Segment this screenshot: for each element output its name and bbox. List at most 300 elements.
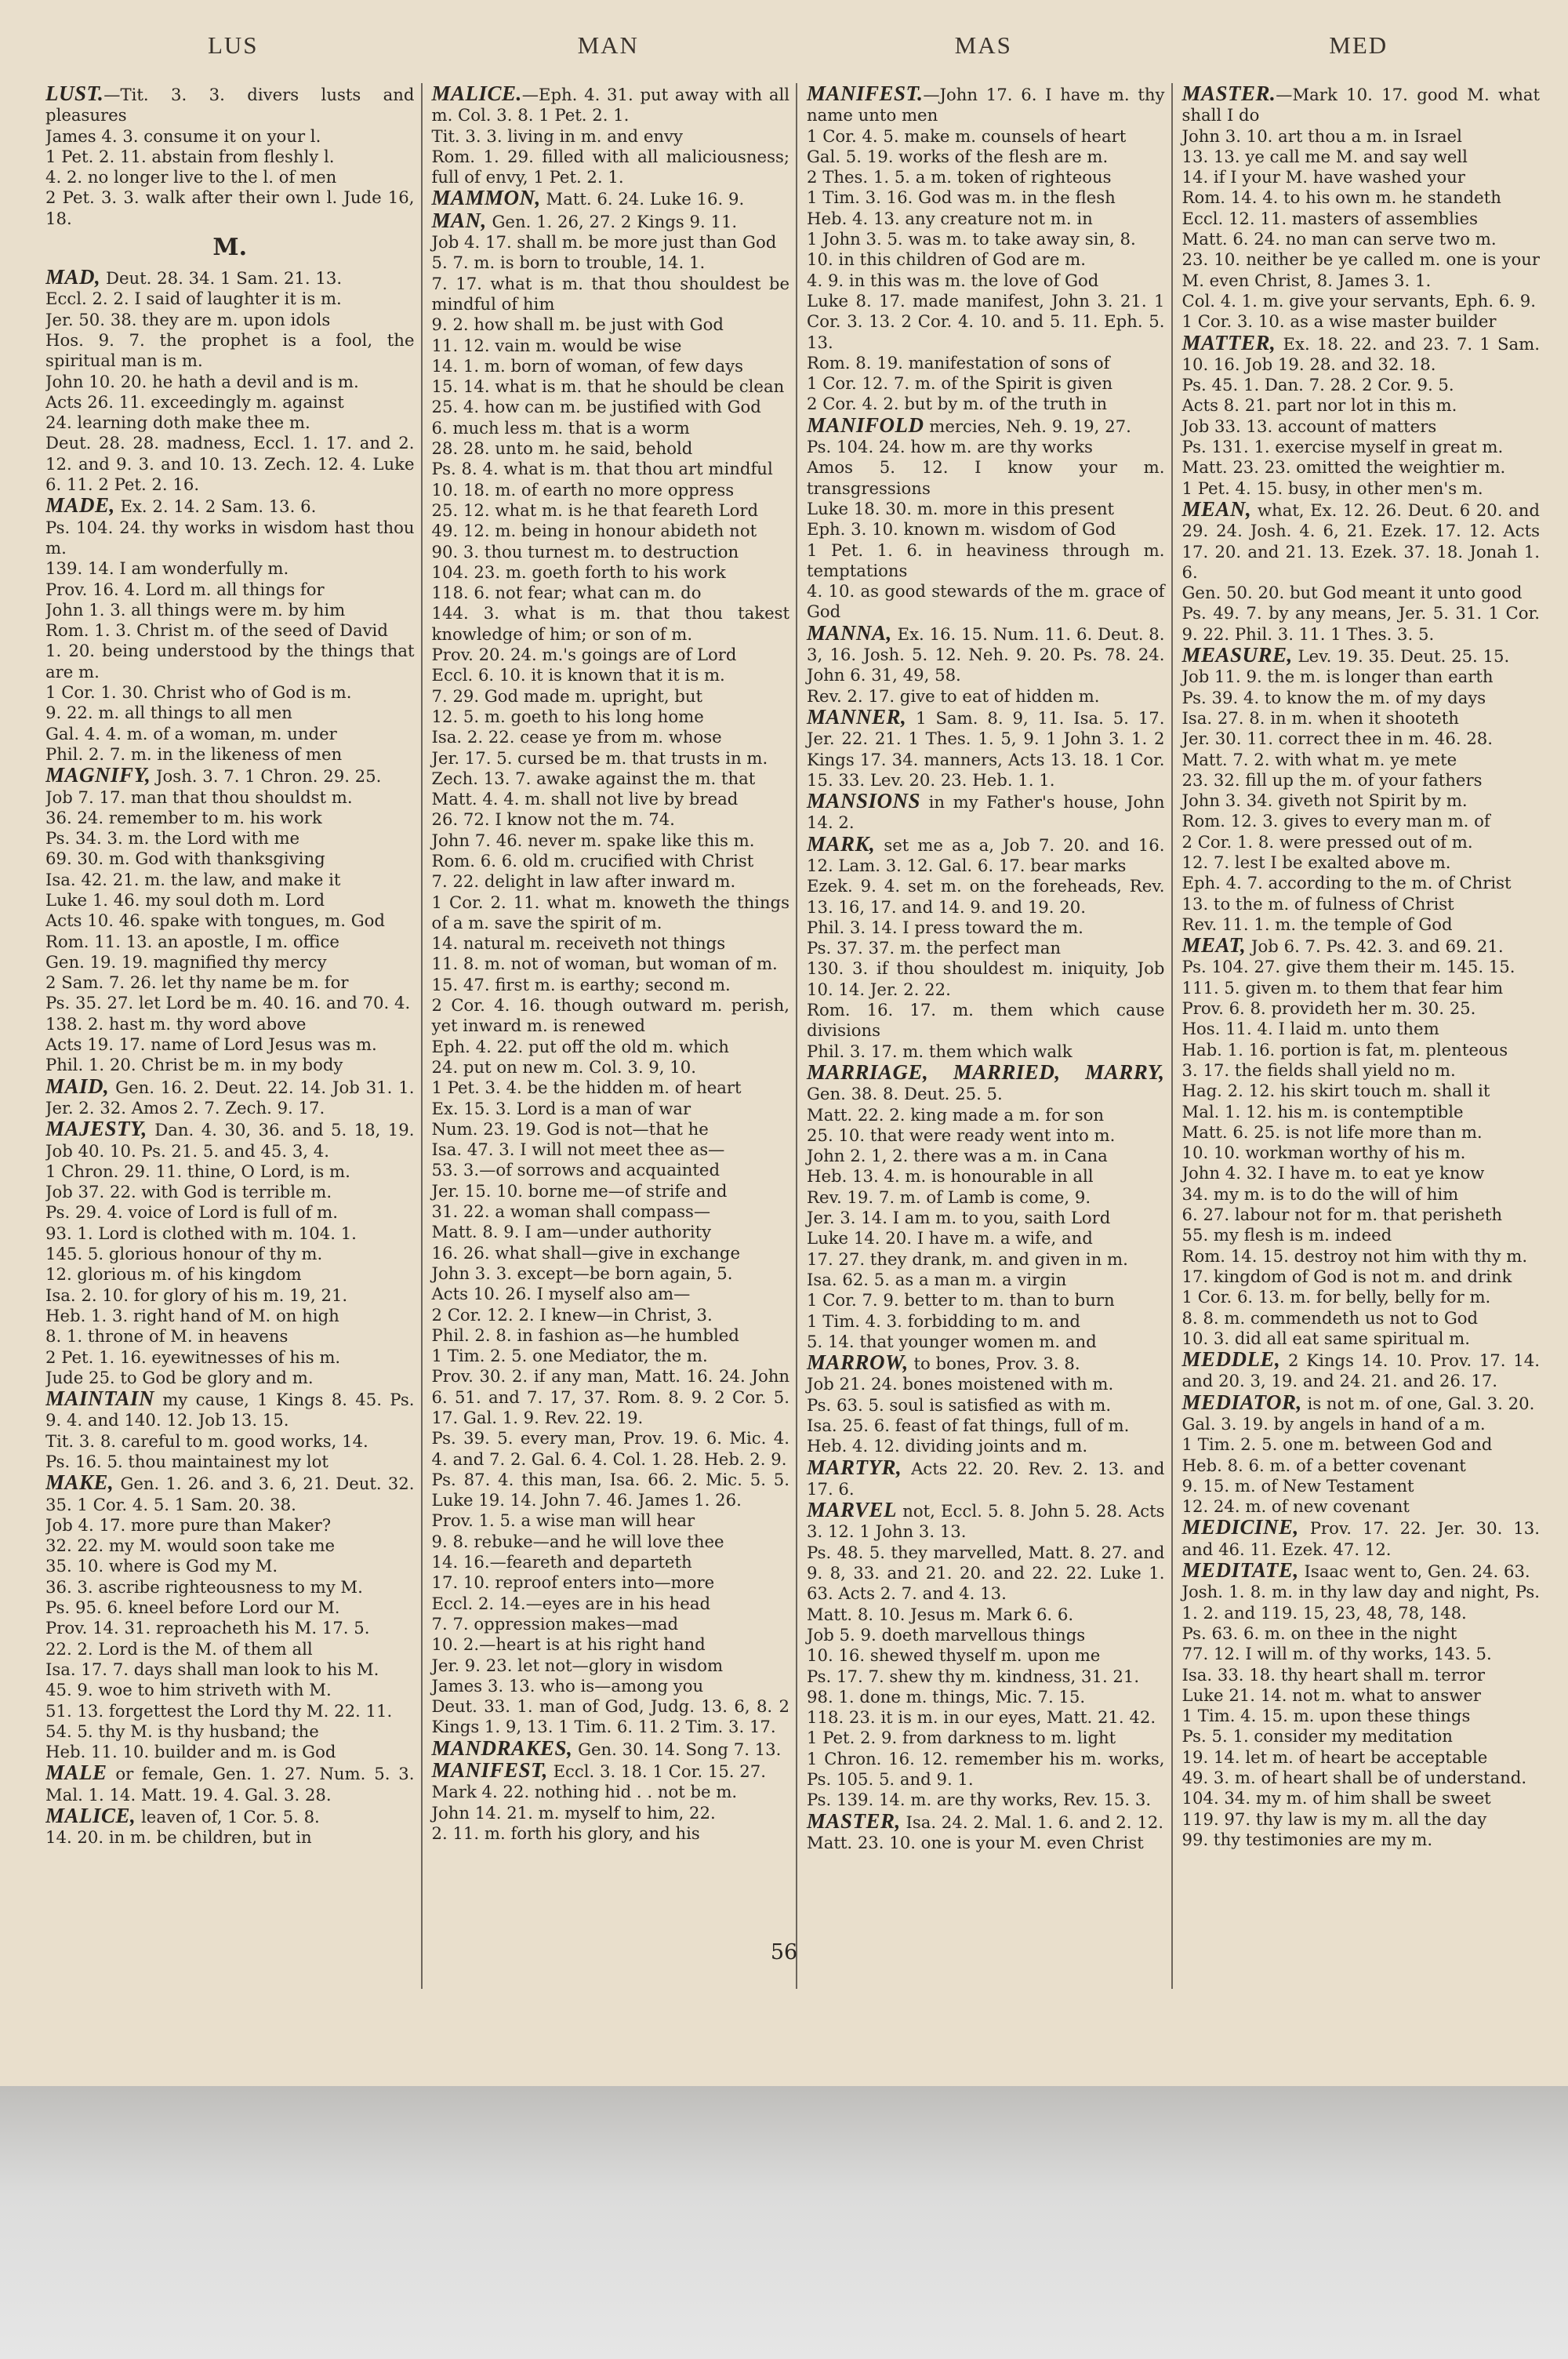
concordance-entry [1182, 1329, 1541, 1349]
entry-references: John 3. 10. art thou a m. in Israel [1181, 125, 1462, 146]
concordance-entry [45, 83, 415, 126]
entry-references: Ps. 104. 24. how m. are thy works [807, 437, 1093, 457]
concordance-entry [1182, 478, 1541, 499]
concordance-entry [432, 480, 790, 500]
entry-references: Rom. 16. 17. m. them which cause divisions [807, 1000, 1165, 1041]
entry-references: Job 33. 13. account of matters [1181, 416, 1437, 436]
entry-references: not, Eccl. 5. 8. John 5. 28. Acts 3. 12. 1 John 3. 13. [807, 1501, 1165, 1542]
concordance-entry [807, 1249, 1165, 1270]
entry-references: 145. 5. glorious honour of thy m. [45, 1244, 323, 1264]
entry-references: 15. 14. what is m. that he should be clean [431, 376, 785, 397]
entry-references: 9. 8. rebuke—and he will love thee [431, 1531, 724, 1551]
entry-references: 32. 22. my M. would soon take me [45, 1536, 336, 1556]
concordance-entry [432, 1078, 790, 1098]
entry-references: Isa. 25. 6. feast of fat things, full of m. [807, 1416, 1130, 1435]
concordance-entry [432, 1572, 790, 1593]
entry-references: Prov. 17. 22. Jer. 30. 13. and 46. 11. Ezek. 47. 12. [1181, 1518, 1540, 1559]
concordance-entry [1182, 1205, 1541, 1225]
concordance-entry [45, 372, 415, 392]
entry-references: 3. 17. the fields shall yield no m. [1181, 1060, 1456, 1080]
entry-keyword: MAINTAIN [45, 1387, 155, 1411]
entry-references: Matt. 23. 23. omitted the weightier m. [1181, 457, 1506, 478]
entry-references: Ex. 18. 22. and 23. 7. 1 Sam. 10. 16. Job 19. 28. and 32. 18. [1181, 333, 1540, 374]
entry-references: mercies, Neh. 9. 19, 27. [924, 416, 1131, 436]
concordance-entry [807, 1833, 1165, 1853]
concordance-entry [432, 1119, 790, 1140]
concordance-entry [1182, 375, 1541, 395]
entry-references: Job 4. 17. more pure than Maker? [45, 1514, 332, 1535]
concordance-entry [432, 1760, 790, 1782]
entry-references: Ps. 35. 27. let Lord be m. 40. 16. and 70. 4. [45, 993, 411, 1013]
concordance-entry [45, 890, 415, 911]
concordance-entry [45, 1742, 415, 1762]
entry-references: Phil. 1. 20. Christ be m. in my body [45, 1055, 343, 1075]
concordance-entry [432, 1140, 790, 1160]
concordance-entry [432, 500, 790, 521]
entry-references: 2 Sam. 7. 26. let thy name be m. for [45, 972, 349, 993]
running-headers [45, 31, 1546, 83]
entry-references: Rom. 14. 4. to his own m. he standeth [1181, 187, 1501, 208]
entry-references: 53. 3.—of sorrows and acquainted [431, 1160, 720, 1180]
concordance-entry [432, 727, 790, 747]
concordance-entry [807, 1125, 1165, 1146]
concordance-entry [432, 1160, 790, 1180]
entry-keyword: MANDRAKES, [431, 1736, 573, 1760]
concordance-entry [1182, 1019, 1541, 1039]
entry-references: 49. 12. m. being in honour abideth not [431, 521, 757, 541]
entry-references: Phil. 2. 8. in fashion as—he humbled [431, 1325, 739, 1345]
concordance-entry [45, 993, 415, 1013]
entry-references: Deut. 28. 34. 1 Sam. 21. 13. [100, 268, 343, 289]
entry-references: Matt. 6. 25. is not life more than m. [1181, 1121, 1483, 1142]
concordance-entry [1182, 1747, 1541, 1768]
concordance-entry [1182, 1040, 1541, 1060]
concordance-entry [45, 1577, 415, 1598]
concordance-entry [807, 394, 1165, 414]
entry-references: 4. 9. in this was m. the love of God [807, 270, 1099, 290]
entry-references: Eccl. 2. 14.—eyes are in his head [431, 1593, 711, 1613]
entry-references: Ps. 104. 27. give them their m. 145. 15. [1181, 957, 1515, 977]
concordance-entry [45, 289, 415, 309]
concordance-entry [1182, 249, 1541, 291]
entry-references: 1 Pet. 2. 9. from darkness to m. light [807, 1728, 1116, 1748]
entry-references: Ps. 37. 37. m. the perfect man [807, 938, 1061, 958]
entry-references: 36. 24. remember to m. his work [45, 807, 322, 827]
concordance-entry [432, 1263, 790, 1284]
concordance-entry [1182, 1706, 1541, 1726]
entry-references: 16. 26. what shall—give in exchange [431, 1242, 741, 1263]
entry-references: 1 Cor. 4. 5. make m. counsels of heart [807, 125, 1127, 146]
concordance-entry [807, 519, 1165, 540]
entry-references: Gal. 4. 4. m. of a woman, m. under [45, 723, 337, 743]
concordance-entry [1182, 416, 1541, 437]
concordance-entry [432, 1057, 790, 1078]
concordance-entry [1182, 811, 1541, 831]
entry-references: Phil. 2. 7. m. in the likeness of men [45, 743, 343, 764]
entry-references: Prov. 6. 8. provideth her m. 30. 25. [1181, 998, 1476, 1019]
entry-keyword: MAN, [431, 208, 487, 232]
entry-references: Gen. 30. 14. Song 7. 13. [572, 1739, 782, 1759]
concordance-entry [45, 744, 415, 765]
concordance-entry [1182, 1122, 1541, 1143]
entry-references: John 7. 46. never m. spake like this m. [431, 830, 755, 850]
entry-references: 11. 12. vain m. would be wise [431, 335, 682, 355]
entry-references: 28. 28. unto m. he said, behold [431, 438, 693, 459]
entry-references: Deut. 33. 1. man of God, Judg. 13. 6, 8. 2 Kings 1. 9, 13. 1 Tim. 6. 11. 2 Tim. 3. 17. [431, 1696, 789, 1737]
entry-references: Heb. 8. 6. m. of a better covenant [1181, 1455, 1466, 1475]
concordance-entry [432, 1201, 790, 1222]
concordance-entry [1182, 1287, 1541, 1307]
entry-keyword: MARTYR, [807, 1455, 902, 1479]
entry-references: 10. 16. shewed thyself m. upon me [807, 1645, 1101, 1666]
concordance-entry [432, 809, 790, 830]
entry-references: —Tit. 3. 3. divers lusts and pleasures [45, 85, 415, 125]
concordance-entry [1182, 729, 1541, 749]
entry-references: Acts 10. 26. I myself also am— [431, 1284, 691, 1304]
entry-references: 23. 32. fill up the m. of your fathers [1181, 769, 1483, 790]
entry-references: 1 Pet. 4. 15. busy, in other men's m. [1181, 478, 1483, 498]
concordance-entry [807, 1146, 1165, 1166]
entry-references: 25. 4. how can m. be justified with God [431, 397, 761, 417]
entry-references: Job 4. 17. shall m. be more just than God [431, 232, 777, 253]
concordance-entry [45, 703, 415, 723]
concordance-entry [1182, 1665, 1541, 1685]
concordance-entry [45, 870, 415, 890]
entry-references: Ps. 63. 5. soul is satisfied as with m. [807, 1394, 1112, 1415]
concordance-entry [432, 438, 790, 459]
entry-keyword: MANNER, [807, 704, 907, 729]
entry-references: Heb. 1. 3. right hand of M. on high [45, 1305, 339, 1325]
entry-keyword: MARROW, [807, 1350, 909, 1375]
entry-keyword: MAMMON, [431, 186, 541, 210]
entry-references: 5. 7. m. is born to trouble, 14. 1. [431, 253, 706, 273]
entry-references: Tit. 3. 3. living in m. and envy [431, 125, 683, 146]
entry-references: Heb. 4. 12. dividing joints and m. [807, 1436, 1088, 1456]
concordance-entry [1182, 229, 1541, 249]
entry-references: Ps. 49. 7. by any means, Jer. 5. 31. 1 Cor. 9. 22. Phil. 3. 11. 1 Thes. 3. 5. [1181, 603, 1540, 644]
entry-references: Ex. 15. 3. Lord is a man of war [431, 1098, 691, 1118]
entry-references: Isaac went to, Gen. 24. 63. [1298, 1561, 1530, 1582]
entry-references: Matt. 22. 2. king made a m. for son [807, 1104, 1104, 1125]
entry-references: 7. 17. what is m. that thou shouldest be mindful of him [431, 273, 789, 314]
concordance-entry [432, 1037, 790, 1057]
entry-references: 2. 11. m. forth his glory, and his [431, 1823, 700, 1843]
entry-references: Ps. 5. 1. consider my meditation [1181, 1726, 1453, 1747]
entry-references: Deut. 28. 28. madness, Eccl. 1. 17. and 2. 12. and 9. 3. and 10. 13. Zech. 12. 4. Luke 6. 11. 2 Pet. 2. 16. [45, 433, 415, 495]
entry-references: Ex. 2. 14. 2 Sam. 13. 6. [114, 496, 317, 517]
entry-references: 14. 16.—feareth and departeth [431, 1552, 692, 1572]
concordance-entry [45, 1536, 415, 1556]
concordance-entry [807, 1605, 1165, 1625]
concordance-entry [432, 1510, 790, 1531]
concordance-entry [807, 1499, 1165, 1543]
entry-references: 10. 18. m. of earth no more oppress [431, 479, 735, 500]
entry-keyword: MARK, [807, 831, 876, 856]
concordance-entry [45, 1014, 415, 1034]
entry-keyword: MARVEL [807, 1498, 898, 1522]
concordance-entry [432, 147, 790, 188]
concordance-entry [1182, 832, 1541, 852]
entry-references: Job 5. 9. doeth marvellous things [807, 1624, 1086, 1645]
concordance-entry [1182, 1060, 1541, 1081]
concordance-entry [807, 1208, 1165, 1228]
concordance-entry [1182, 311, 1541, 332]
concordance-entry [807, 1667, 1165, 1687]
entry-references: Gal. 5. 19. works of the flesh are m. [807, 146, 1109, 166]
concordance-entry [45, 620, 415, 641]
concordance-entry [807, 831, 1165, 877]
concordance-entry [432, 645, 790, 665]
entry-references: Isa. 42. 21. m. the law, and make it [45, 869, 341, 889]
concordance-entry [432, 1366, 790, 1428]
concordance-entry [1182, 457, 1541, 478]
entry-references: 1 Chron. 16. 12. remember his m. works, Ps. 105. 5. and 9. 1. [807, 1748, 1165, 1790]
concordance-entry [432, 1634, 790, 1655]
entry-references: 2 Cor. 1. 8. were pressed out of m. [1181, 831, 1473, 852]
concordance-entry [45, 1034, 415, 1055]
entry-references: Acts 26. 11. exceedingly m. against [45, 391, 344, 412]
concordance-entry [432, 1696, 790, 1738]
entry-references: 2 Pet. 3. 3. walk after their own l. Jude 16, 18. [45, 187, 415, 228]
entry-references: Phil. 3. 14. I press toward the m. [807, 917, 1083, 937]
entry-references: 24. put on new m. Col. 3. 9, 10. [431, 1056, 696, 1077]
concordance-entry [807, 704, 1165, 791]
concordance-entry [45, 1827, 415, 1848]
entry-keyword: MEDIATOR, [1181, 1390, 1302, 1414]
columns [45, 83, 1546, 1989]
entry-references: Hag. 2. 12. his skirt touch m. shall it [1181, 1081, 1490, 1101]
entry-references: 34. my m. is to do the will of him [1181, 1183, 1459, 1204]
entry-references: 9. 22. m. all things to all men [45, 703, 292, 723]
concordance-entry [1182, 1830, 1541, 1850]
entry-references: Gen. 1. 26, 27. 2 Kings 9. 11. [486, 211, 738, 231]
concordance-entry [45, 808, 415, 828]
entry-references: Gen. 50. 20. but God meant it unto good [1181, 583, 1523, 603]
concordance-entry [1182, 1143, 1541, 1163]
entry-references: 118. 6. not fear; what can m. do [431, 583, 702, 603]
entry-references: Jer. 50. 38. they are m. upon idols [45, 309, 331, 329]
entry-references: 93. 1. Lord is clothed with m. 104. 1. [45, 1223, 357, 1243]
concordance-entry [432, 1823, 790, 1844]
entry-references: 10. 2.—heart is at his right hand [431, 1634, 706, 1655]
entry-references: —John 17. 6. I have m. thy name unto men [807, 85, 1165, 125]
entry-references: 1 Cor. 2. 11. what m. knoweth the things of a m. save the spirit of m. [431, 892, 789, 932]
entry-references: 6. much less m. that is a worm [431, 417, 690, 438]
concordance-entry [1182, 1809, 1541, 1830]
concordance-entry [807, 1000, 1165, 1041]
entry-references: Rom. 1. 3. Christ m. of the seed of David [45, 620, 388, 641]
entry-references: John 1. 3. all things were m. by him [45, 599, 346, 620]
entry-keyword: MANIFEST, [431, 1758, 548, 1783]
entry-references: 1 Cor. 1. 30. Christ who of God is m. [45, 682, 352, 703]
entry-references: Rom. 1. 29. filled with all maliciousness; full of envy, 1 Pet. 2. 1. [431, 146, 789, 187]
concordance-entry [45, 495, 415, 517]
concordance-entry [45, 972, 415, 993]
entry-references: John 14. 21. m. myself to him, 22. [431, 1802, 716, 1823]
entry-references: Eccl. 12. 11. masters of assemblies [1181, 208, 1479, 228]
concordance-entry [1182, 291, 1541, 311]
concordance-entry [45, 518, 415, 559]
concordance-entry [45, 1182, 415, 1202]
entry-references: 2 Cor. 4. 2. but by m. of the truth in [807, 394, 1108, 414]
concordance-entry [1182, 770, 1541, 791]
concordance-entry [1182, 83, 1541, 126]
concordance-entry [807, 1041, 1165, 1062]
concordance-entry [807, 1311, 1165, 1332]
entry-keyword: MEDDLE, [1181, 1347, 1281, 1372]
entry-references: 55. my flesh is m. indeed [1181, 1225, 1392, 1245]
concordance-entry [807, 1543, 1165, 1605]
concordance-entry [1182, 1246, 1541, 1267]
concordance-entry [45, 167, 415, 187]
entry-references: 1 Cor. 12. 7. m. of the Spirit is given [807, 373, 1113, 394]
entry-references: John 3. 34. giveth not Spirit by m. [1181, 791, 1468, 811]
concordance-entry [807, 1166, 1165, 1187]
concordance-entry [45, 1223, 415, 1244]
concordance-entry [45, 1452, 415, 1472]
concordance-entry [432, 665, 790, 685]
entry-keyword: MANIFEST. [807, 83, 924, 105]
concordance-entry [432, 1222, 790, 1242]
concordance-entry [45, 1701, 415, 1721]
concordance-entry [807, 1290, 1165, 1310]
concordance-entry [45, 1285, 415, 1306]
entry-keyword: MANSIONS [807, 789, 921, 813]
entry-references: Ps. 87. 4. this man, Isa. 66. 2. Mic. 5. 5. Luke 19. 14. John 7. 46. James 1. 26. [431, 1469, 789, 1510]
concordance-entry [807, 1625, 1165, 1645]
entry-references: 1 Pet. 1. 6. in heaviness through m. temptations [807, 540, 1165, 580]
concordance-entry [45, 1680, 415, 1700]
entry-references: Acts 10. 46. spake with tongues, m. God [45, 911, 385, 931]
concordance-entry [45, 1762, 415, 1805]
concordance-entry [45, 1515, 415, 1536]
concordance-entry [807, 1374, 1165, 1394]
concordance-entry [1182, 126, 1541, 147]
concordance-entry [45, 787, 415, 808]
concordance-entry [807, 499, 1165, 519]
concordance-entry [432, 1738, 790, 1760]
entry-references: Jude 25. to God be glory and m. [45, 1367, 314, 1387]
entry-references: Luke 18. 30. m. more in this present [807, 498, 1114, 518]
concordance-entry [1182, 147, 1541, 167]
entry-references: 138. 2. hast m. thy word above [45, 1013, 307, 1034]
concordance-entry [1182, 603, 1541, 645]
entry-references: Josh. 3. 7. 1 Chron. 29. 25. [151, 766, 382, 787]
entry-references: Eph. 3. 10. known m. wisdom of God [807, 519, 1116, 540]
concordance-entry [807, 353, 1165, 373]
entry-references: Isa. 62. 5. as a man m. a virgin [807, 1269, 1067, 1289]
entry-references: Matt. 8. 9. I am—under authority [431, 1222, 712, 1242]
concordance-entry [432, 892, 790, 934]
entry-references: 14. if I your M. have washed your [1181, 167, 1465, 187]
entry-references: Ps. 16. 5. thou maintainest my lot [45, 1452, 328, 1471]
concordance-entry [45, 911, 415, 931]
concordance-entry [1182, 1517, 1541, 1560]
header-man: MAN [577, 31, 639, 59]
entry-keyword: MAD, [45, 265, 101, 289]
entry-references: 77. 12. I will m. of thy works, 143. 5. [1181, 1644, 1492, 1664]
concordance-entry [45, 932, 415, 952]
concordance-entry [432, 748, 790, 769]
concordance-entry [807, 1687, 1165, 1707]
concordance-entry [432, 253, 790, 273]
entry-references: Heb. 4. 13. any creature not m. in [807, 208, 1093, 228]
entry-references: Luke 14. 20. I have m. a wife, and [807, 1228, 1093, 1249]
concordance-entry [1182, 1102, 1541, 1122]
concordance-entry [432, 1614, 790, 1634]
entry-references: 36. 3. ascribe righteousness to my M. [45, 1576, 363, 1597]
entry-references: Luke 21. 14. not m. what to answer [1181, 1685, 1482, 1705]
entry-references: Amos 5. 12. I know your m. transgressions [807, 457, 1165, 498]
concordance-entry [807, 83, 1165, 126]
concordance-entry [432, 187, 790, 209]
entry-references: is not m. of one, Gal. 3. 20. [1301, 1393, 1535, 1413]
entry-references: Prov. 20. 24. m.'s goings are of Lord [431, 645, 737, 665]
concordance-entry [45, 1659, 415, 1680]
concordance-entry [1182, 1349, 1541, 1392]
concordance-entry [807, 167, 1165, 187]
concordance-entry [807, 1416, 1165, 1436]
concordance-entry [45, 1618, 415, 1638]
entry-references: 5. 14. that younger women m. and [807, 1331, 1097, 1351]
entry-references: 9. 15. m. of New Testament [1181, 1475, 1414, 1496]
concordance-entry [1182, 1225, 1541, 1245]
entry-references: or female, Gen. 1. 27. Num. 5. 3. Mal. 1. 14. Matt. 19. 4. Gal. 3. 28. [45, 1764, 415, 1805]
entry-references: John 3. 3. except—be born again, 5. [431, 1263, 733, 1283]
entry-references: 98. 1. done m. things, Mic. 7. 15. [807, 1686, 1086, 1707]
entry-references: Heb. 11. 10. builder and m. is God [45, 1742, 336, 1762]
concordance-entry [45, 126, 415, 147]
entry-references: James 4. 3. consume it on your l. [45, 125, 321, 146]
header-med: MED [1329, 31, 1388, 59]
entry-references: Mal. 1. 12. his m. is contemptible [1181, 1101, 1464, 1121]
entry-references: Zech. 13. 7. awake against the m. that [431, 768, 756, 788]
entry-references: 1 Tim. 4. 15. m. upon these things [1181, 1706, 1471, 1726]
entry-keyword: MEDICINE, [1181, 1515, 1299, 1539]
concordance-entry [807, 249, 1165, 270]
concordance-entry [432, 521, 790, 541]
column-1 [45, 83, 421, 1989]
concordance-entry [807, 229, 1165, 249]
concordance-entry [1182, 1644, 1541, 1664]
concordance-entry [1182, 1434, 1541, 1455]
entry-references: Ps. 8. 4. what is m. that thou art mindful [431, 459, 773, 479]
entry-references: Rom. 12. 3. gives to every man m. of [1181, 811, 1490, 831]
concordance-entry [1182, 1496, 1541, 1517]
entry-references: Num. 23. 19. God is not—that he [431, 1118, 709, 1139]
concordance-entry [1182, 1788, 1541, 1808]
concordance-entry [1182, 583, 1541, 603]
entry-references: 13. 13. ye call me M. and say well [1181, 146, 1468, 166]
section-letter: M. [212, 234, 248, 262]
entry-references: Matt. 7. 2. with what m. ye mete [1181, 749, 1457, 769]
entry-references: 22. 2. Lord is the M. of them all [45, 1638, 313, 1659]
entry-references: Ps. 34. 3. m. the Lord with me [45, 828, 300, 849]
entry-references: 8. 8. m. commendeth us not to God [1181, 1307, 1479, 1328]
concordance-entry [807, 147, 1165, 167]
entry-references: 1 Pet. 2. 11. abstain from fleshly l. [45, 146, 335, 166]
entry-references: John 4. 32. I have m. to eat ye know [1181, 1163, 1485, 1183]
entry-references: 10. 3. did all eat same spiritual m. [1181, 1328, 1470, 1348]
concordance-entry [432, 1305, 790, 1325]
concordance-entry [432, 851, 790, 871]
concordance-entry [1182, 187, 1541, 208]
entry-references: Col. 4. 1. m. give your servants, Eph. 6. 9. [1181, 290, 1536, 311]
entry-references: 12. glorious m. of his kingdom [45, 1264, 302, 1285]
entry-references: Rom. 8. 19. manifestation of sons of [807, 352, 1110, 373]
concordance-entry [1182, 957, 1541, 977]
concordance-entry [807, 1332, 1165, 1352]
